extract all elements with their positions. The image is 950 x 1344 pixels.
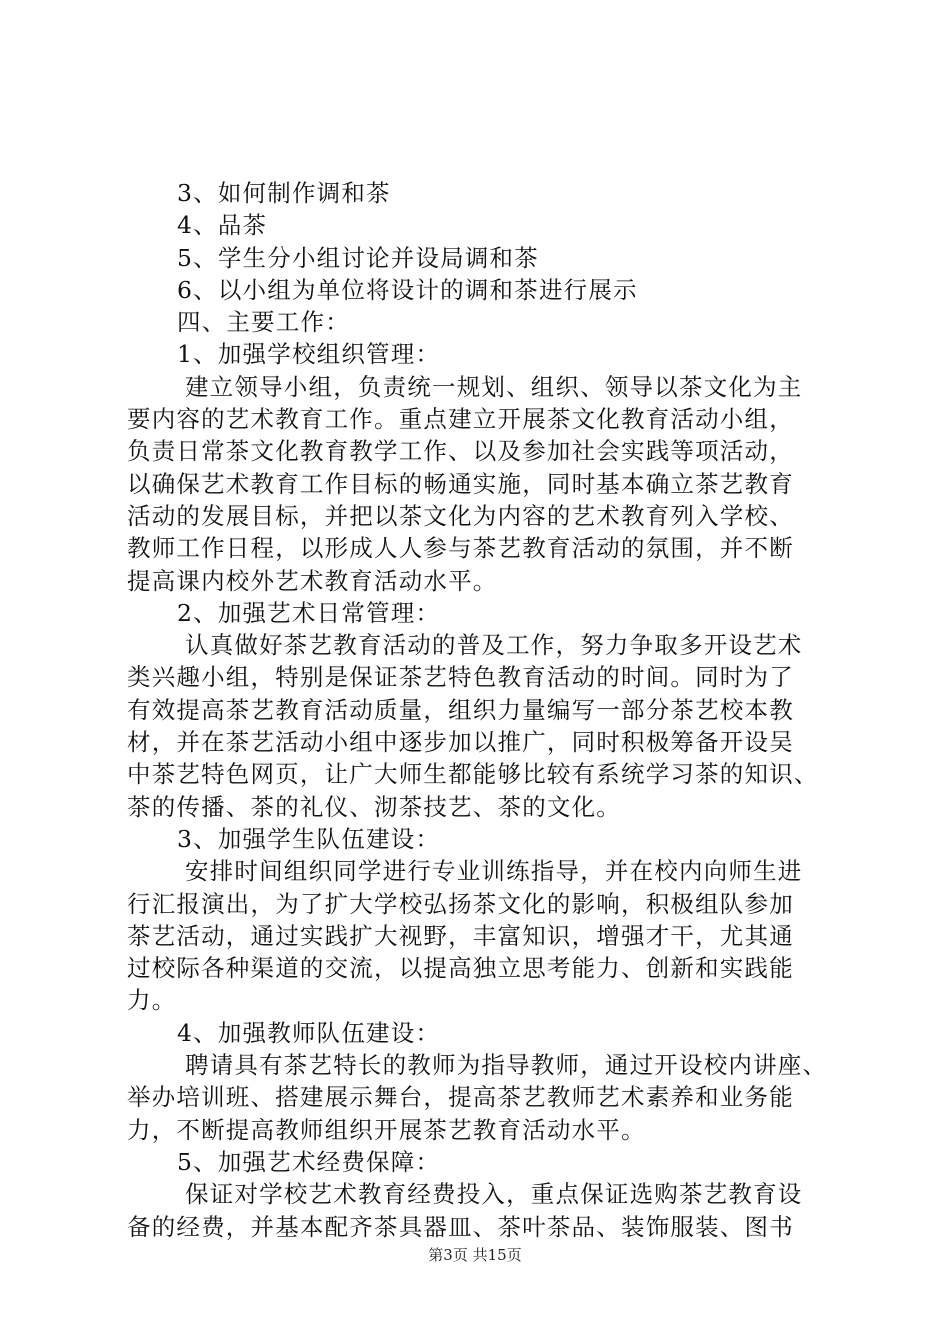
text-line: 茶的传播、茶的礼仪、沏茶技艺、茶的文化。 — [127, 792, 621, 821]
text-line: 茶艺活动，通过实践扩大视野，丰富知识，增强才干，尤其通 — [127, 921, 794, 950]
text-line: 中茶艺特色网页，让广大师生都能够比较有系统学习茶的知识、 — [127, 760, 819, 789]
text-line: 备的经费，并基本配齐茶具器皿、茶叶茶品、装饰服装、图书 — [127, 1212, 794, 1241]
text-line: 四、主要工作： — [177, 308, 350, 337]
text-line: 建立领导小组，负责统一规划、组织、领导以茶文化为主 — [185, 372, 803, 401]
text-line: 材，并在茶艺活动小组中逐步加以推广，同时积极筹备开设吴 — [127, 728, 794, 757]
text-line: 举办培训班、搭建展示舞台，提高茶艺教师艺术素养和业务能 — [127, 1083, 794, 1112]
text-line: 4、加强教师队伍建设： — [177, 1018, 441, 1047]
text-line: 活动的发展目标，并把以茶文化为内容的艺术教育列入学校、 — [127, 501, 794, 530]
text-line: 认真做好茶艺教育活动的普及工作，努力争取多开设艺术 — [185, 631, 803, 660]
text-line: 提高课内校外艺术教育活动水平。 — [127, 566, 498, 595]
text-line: 行汇报演出，为了扩大学校弘扬茶文化的影响，积极组队参加 — [127, 889, 794, 918]
text-line: 4、品茶 — [177, 211, 268, 240]
document-body — [127, 177, 847, 1243]
text-line: 2、加强艺术日常管理： — [177, 598, 441, 627]
text-line: 以确保艺术教育工作目标的畅通实施，同时基本确立茶艺教育 — [127, 469, 794, 498]
text-line: 3、加强学生队伍建设： — [177, 824, 441, 853]
text-line: 有效提高茶艺教育活动质量，组织力量编写一部分茶艺校本教 — [127, 695, 794, 724]
text-line: 聘请具有茶艺特长的教师为指导教师，通过开设校内讲座、 — [185, 1051, 828, 1080]
text-line: 安排时间组织同学进行专业训练指导，并在校内向师生进 — [185, 857, 803, 886]
text-line: 5、学生分小组讨论并设局调和茶 — [177, 243, 539, 272]
text-line: 类兴趣小组，特别是保证茶艺特色教育活动的时间。同时为了 — [127, 663, 794, 692]
text-line: 5、加强艺术经费保障： — [177, 1147, 441, 1176]
text-line: 保证对学校艺术教育经费投入，重点保证选购茶艺教育设 — [185, 1180, 803, 1209]
page-footer: 第3页 共15页 — [428, 1246, 522, 1264]
text-line: 3、如何制作调和茶 — [177, 179, 391, 207]
text-line: 1、加强学校组织管理： — [177, 340, 441, 369]
text-line: 教师工作日程，以形成人人参与茶艺教育活动的氛围，并不断 — [127, 534, 794, 563]
text-line: 负责日常茶文化教育教学工作、以及参加社会实践等项活动， — [127, 437, 794, 466]
text-line: 过校际各种渠道的交流，以提高独立思考能力、创新和实践能 — [127, 954, 794, 983]
text-line: 6、以小组为单位将设计的调和茶进行展示 — [177, 275, 638, 304]
text-line: 力，不断提高教师组织开展茶艺教育活动水平。 — [127, 1115, 646, 1144]
text-line: 要内容的艺术教育工作。重点建立开展茶文化教育活动小组， — [127, 405, 794, 434]
text-line: 力。 — [127, 986, 177, 1015]
